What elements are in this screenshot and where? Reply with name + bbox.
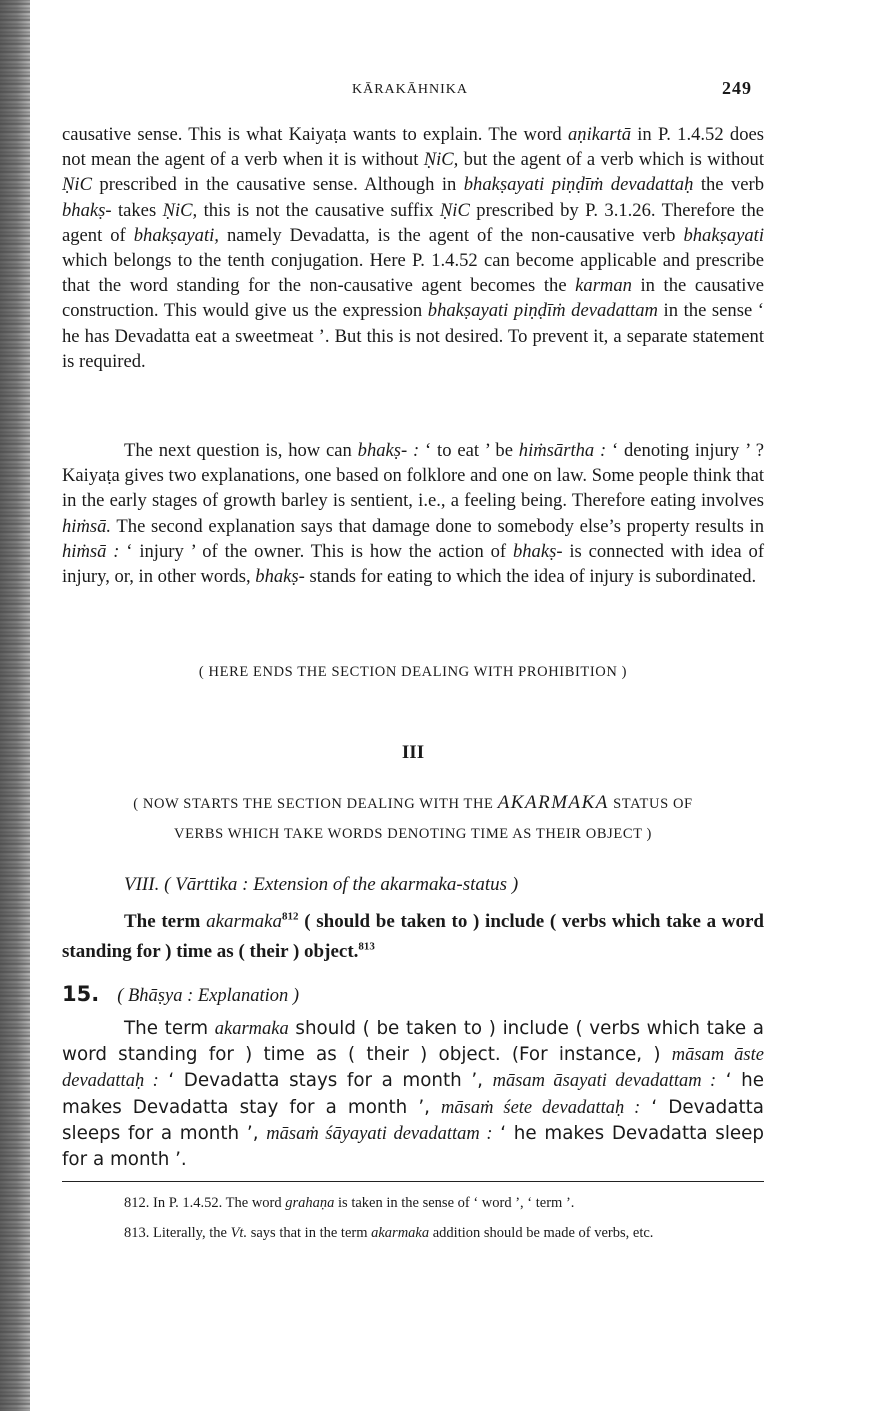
footnote-ref-812: 812	[282, 910, 299, 923]
bhasya-heading	[62, 982, 299, 1007]
bhasya-text: The term akarmaka should ( be taken to ) include ( verbs which take a word standing for ) time as ( their ) object. (For instance, ) māsam āste devadattaḥ : ‘ Devadatta stays for a month ’, māsam āsayati devadattam : ‘ he makes Devadatta stay for a month ’, māsaṁ śete devadattaḥ : ‘ Devadatta sleeps for a month ’, māsaṁ śāyayati devadattam : ‘ he makes Devadatta sleep for a month ’.	[62, 1018, 765, 1171]
footnote-divider	[62, 1181, 764, 1182]
footnote-812: 812. In P. 1.4.52. The word grahaṇa is taken in the sense of ‘ word ’, ‘ term ’.	[124, 1195, 575, 1211]
book-binding-edge	[0, 0, 30, 1411]
footnote-813: 813. Literally, the Vt. says that in the term akarmaka addition should be made of verbs, etc.	[124, 1225, 654, 1241]
bhasya-label: ( Bhāṣya : Explanation )	[117, 986, 300, 1006]
section-numeral: III	[401, 742, 425, 763]
running-header	[62, 78, 764, 100]
paragraph-himsartha: The next question is, how can bhakṣ- : ‘ to eat ’ be hiṁsārtha : ‘ denoting injury ’ ? Kaiyaṭa gives two explanations, one based on folklore and one on law. Some people think that in the early stages of growth barley is sentient, i.e., a feeling being. Therefore eating involves hiṁsā. The second explanation says that damage done to somebody else’s property results in hiṁsā : ‘ injury ’ of the owner. This is how the action of bhakṣ- is connected with idea of injury, or, in other words, bhakṣ- stands for eating to which the idea of injury is subordinated.	[62, 440, 765, 588]
varttika-rule: The term akarmaka$^{812}$ ( should be taken to ) include ( verbs which take a word standing for ) time as ( their ) object.$^{813}$	[62, 910, 764, 962]
running-title: KĀRAKĀHNIKA	[352, 82, 468, 97]
paragraph-causative-sense: causative sense. This is what Kaiyaṭa wants to explain. The word aṇikartā in P. 1.4.52 does not mean the agent of a verb when it is without ṆiC, but the agent of a verb which is without ṆiC prescribed in the causative sense. Although in bhakṣayati piṇḍīṁ devadattaḥ the verb bhakṣ- takes ṆiC, this is not the causative suffix ṆiC prescribed by P. 3.1.26. Therefore the agent of bhakṣayati, namely Devadatta, is the agent of the non-causative verb bhakṣayati which belongs to the tenth conjugation. Here P. 1.4.52 can become applicable and prescribe that the word standing for the non-causative agent becomes the karman in the causative construction. This would give us the expression bhakṣayati piṇḍīṁ devadattam in the sense ‘ he has Devadatta eat a sweetmeat ’. But this is not desired. To prevent it, a separate statement is required.	[62, 124, 765, 372]
page-number: 249	[722, 78, 752, 98]
varttika-heading: VIII. ( Vārttika : Extension of the akarmaka-status )	[124, 874, 519, 895]
section-start-heading: ( NOW STARTS THE SECTION DEALING WITH THE AKARMAKA STATUS OF VERBS WHICH TAKE WORDS DENOTING TIME AS THEIR OBJECT )	[133, 792, 693, 842]
bhasya-number: 15.	[62, 982, 100, 1006]
section-end-note: ( HERE ENDS THE SECTION DEALING WITH PROHIBITION )	[198, 664, 628, 680]
footnote-ref-813: 813	[358, 940, 375, 953]
